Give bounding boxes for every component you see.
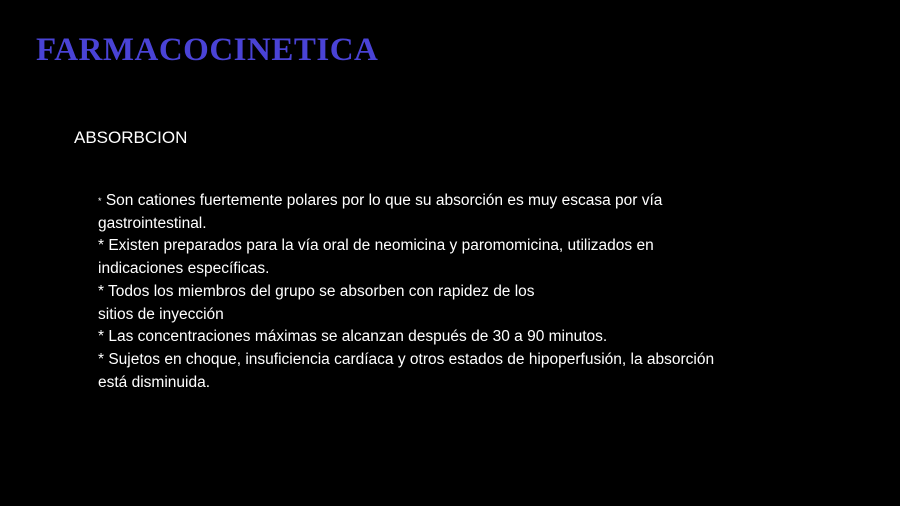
body-text	[98, 190, 798, 394]
text-line-3: * Existen preparados para la vía oral de neomicina y paromomicina, utilizados en	[98, 237, 654, 255]
section-heading: ABSORBCION	[74, 128, 188, 147]
text-line-4: indicaciones específicas.	[98, 260, 270, 278]
text-line-9: está disminuida.	[98, 373, 211, 391]
text-line-5: * Todos los miembros del grupo se absorben con rapidez de los	[98, 282, 535, 300]
text-line-2: gastrointestinal.	[98, 214, 207, 232]
text-line-1-content: Son cationes fuertemente polares por lo que su absorción es muy escasa por vía	[101, 192, 663, 209]
text-line-6: sitios de inyección	[98, 305, 224, 323]
bullet-marker: *	[98, 196, 102, 206]
text-line-1	[98, 190, 798, 213]
slide-title: FARMACOCINETICA	[36, 32, 379, 68]
text-line-7: * Las concentraciones máximas se alcanzan después de 30 a 90 minutos.	[98, 328, 608, 346]
text-line-8: * Sujetos en choque, insuficiencia cardíaca y otros estados de hipoperfusión, la absorción	[98, 350, 715, 368]
